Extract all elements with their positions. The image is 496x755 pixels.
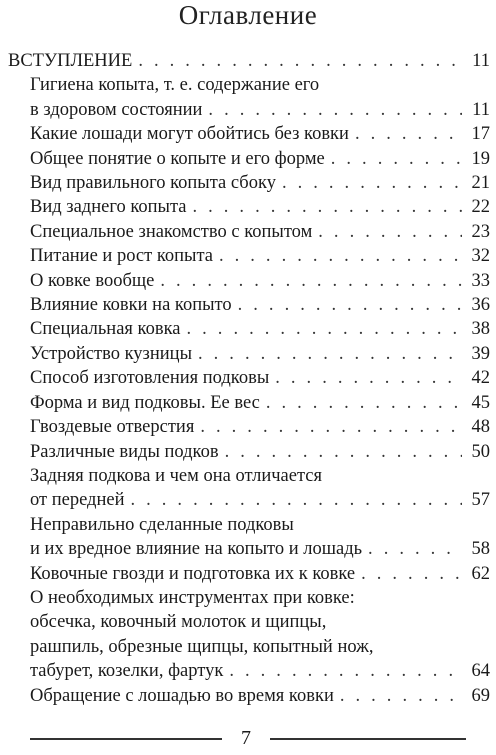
- toc-entry-last-line: [0, 317, 496, 341]
- footer-rule-left: [30, 738, 222, 740]
- toc-entry-title: Специальное знакомство с копытом: [30, 221, 313, 242]
- toc-entry-line: рашпиль, обрезные щипцы, копытный нож,: [30, 636, 374, 657]
- toc-entry-title: табурет, козелки, фартук: [30, 661, 224, 682]
- toc-entry-last-line: [0, 269, 496, 293]
- toc-entry-page: 11: [472, 99, 490, 120]
- toc-entry-page: 33: [471, 270, 490, 291]
- toc-entry-last-line: [0, 562, 496, 586]
- toc-entry-title: Питание и рост копыта: [30, 246, 213, 267]
- toc-entry-line: Неправильно сделанные подковы: [30, 514, 294, 535]
- toc-entry-page: 17: [471, 124, 490, 145]
- page-number: 7: [241, 727, 251, 749]
- toc-entry: [0, 49, 496, 73]
- toc-entry-title: Какие лошади могут обойтись без ковки: [30, 124, 349, 145]
- toc-entry: [0, 244, 496, 268]
- toc-entry-title: Общее понятие о копыте и его форме: [30, 148, 325, 169]
- toc-entry: [0, 684, 496, 708]
- toc-entry-last-line: [0, 122, 496, 146]
- toc-entry: [0, 171, 496, 195]
- toc-entry: [0, 415, 496, 439]
- toc-entry-title: Ковочные гвозди и подготовка их к ковке: [30, 563, 356, 584]
- footer-rule-right: [270, 738, 466, 740]
- toc-entry-last-line: [0, 293, 496, 317]
- dot-leader: [130, 488, 462, 512]
- toc-entry-page: 23: [471, 221, 490, 242]
- toc-entry-title: ВСТУПЛЕНИЕ: [8, 51, 133, 71]
- toc-entry-last-line: [0, 195, 496, 219]
- toc-entry-title: и их вредное влияние на копыто и лошадь: [30, 539, 363, 560]
- toc-entry-page: 50: [471, 441, 490, 462]
- dot-leader: [238, 293, 462, 317]
- toc-entry-last-line: [0, 147, 496, 171]
- dot-leader: [160, 269, 462, 293]
- dot-leader: [198, 342, 462, 366]
- toc-entry-last-line: [0, 98, 496, 122]
- table-of-contents: [0, 49, 496, 708]
- toc-entry-page: 21: [471, 173, 490, 194]
- dot-leader: [219, 244, 462, 268]
- toc-entry-page: 42: [471, 368, 490, 389]
- toc-entry: [0, 513, 496, 562]
- toc-entry-line: Гигиена копыта, т. е. содержание его: [30, 75, 320, 96]
- toc-entry: [0, 293, 496, 317]
- toc-entry: [0, 464, 496, 513]
- toc-entry-page: 64: [471, 661, 490, 682]
- toc-entry: [0, 391, 496, 415]
- toc-entry: [0, 562, 496, 586]
- toc-entry-page: 58: [471, 539, 490, 560]
- toc-entry-page: 69: [471, 685, 490, 706]
- toc-entry-page: 38: [471, 319, 490, 340]
- toc-entry-page: 32: [471, 246, 490, 267]
- page-footer: [0, 726, 496, 750]
- toc-entry: [0, 366, 496, 390]
- toc-entry-last-line: [0, 684, 496, 708]
- toc-entry-page: 22: [471, 197, 490, 218]
- dot-leader: [340, 684, 462, 708]
- toc-entry: [0, 342, 496, 366]
- toc-entry-page: 57: [471, 490, 490, 511]
- toc-entry-title: в здоровом состоянии: [30, 99, 203, 120]
- toc-entry-last-line: [0, 659, 496, 683]
- dot-leader: [229, 659, 462, 683]
- toc-entry-last-line: [0, 171, 496, 195]
- toc-entry-title: от передней: [30, 490, 125, 511]
- dot-leader: [368, 537, 462, 561]
- toc-entry-title: Специальная ковка: [30, 319, 181, 340]
- dot-leader: [331, 147, 462, 171]
- toc-entry-title: Вид заднего копыта: [30, 197, 187, 218]
- toc-entry-last-line: [0, 342, 496, 366]
- toc-entry-title: Гвоздевые отверстия: [30, 417, 195, 438]
- dot-leader: [266, 391, 462, 415]
- page-title: Оглавление: [178, 0, 318, 30]
- toc-entry-page: 19: [471, 148, 490, 169]
- toc-entry-title: Влияние ковки на копыто: [30, 295, 232, 316]
- toc-entry-title: Способ изготовления подковы: [30, 368, 270, 389]
- toc-entry-last-line: [0, 537, 496, 561]
- toc-entry-last-line: [0, 440, 496, 464]
- toc-entry: [0, 195, 496, 219]
- dot-leader: [355, 122, 462, 146]
- toc-entry-last-line: [0, 49, 496, 73]
- toc-entry: [0, 122, 496, 146]
- toc-entry-page: 39: [471, 343, 490, 364]
- toc-entry-last-line: [0, 220, 496, 244]
- dot-leader: [187, 317, 463, 341]
- toc-entry-title: Устройство кузницы: [30, 343, 192, 364]
- dot-leader: [200, 415, 462, 439]
- toc-entry-line: О необходимых инструментах при ковке:: [30, 587, 355, 608]
- toc-entry-line: Задняя подкова и чем она отличается: [30, 465, 322, 486]
- dot-leader: [361, 562, 462, 586]
- toc-entry-page: 48: [471, 417, 490, 438]
- dot-leader: [225, 440, 462, 464]
- toc-entry: [0, 586, 496, 684]
- dot-leader: [192, 195, 462, 219]
- toc-entry-last-line: [0, 391, 496, 415]
- toc-entry-line: обсечка, ковочный молоток и щипцы,: [30, 612, 327, 633]
- toc-entry: [0, 269, 496, 293]
- dot-leader: [138, 49, 462, 73]
- dot-leader: [208, 98, 462, 122]
- toc-entry-last-line: [0, 488, 496, 512]
- toc-entry-title: О ковке вообще: [30, 270, 155, 291]
- toc-entry: [0, 147, 496, 171]
- toc-entry: [0, 220, 496, 244]
- dot-leader: [282, 171, 462, 195]
- toc-entry-title: Вид правильного копыта сбоку: [30, 173, 276, 194]
- toc-entry-page: 36: [471, 295, 490, 316]
- toc-entry: [0, 440, 496, 464]
- toc-entry-last-line: [0, 415, 496, 439]
- toc-entry-page: 45: [471, 392, 490, 413]
- toc-entry-title: Различные виды подков: [30, 441, 219, 462]
- toc-entry-last-line: [0, 244, 496, 268]
- toc-entry-title: Обращение с лошадью во время ковки: [30, 685, 334, 706]
- toc-entry-title: Форма и вид подковы. Ее вес: [30, 392, 260, 413]
- toc-entry-last-line: [0, 366, 496, 390]
- toc-entry: [0, 317, 496, 341]
- dot-leader: [275, 366, 462, 390]
- toc-entry: [0, 73, 496, 122]
- dot-leader: [318, 220, 462, 244]
- toc-entry-page: 62: [471, 563, 490, 584]
- toc-entry-page: 11: [472, 51, 490, 71]
